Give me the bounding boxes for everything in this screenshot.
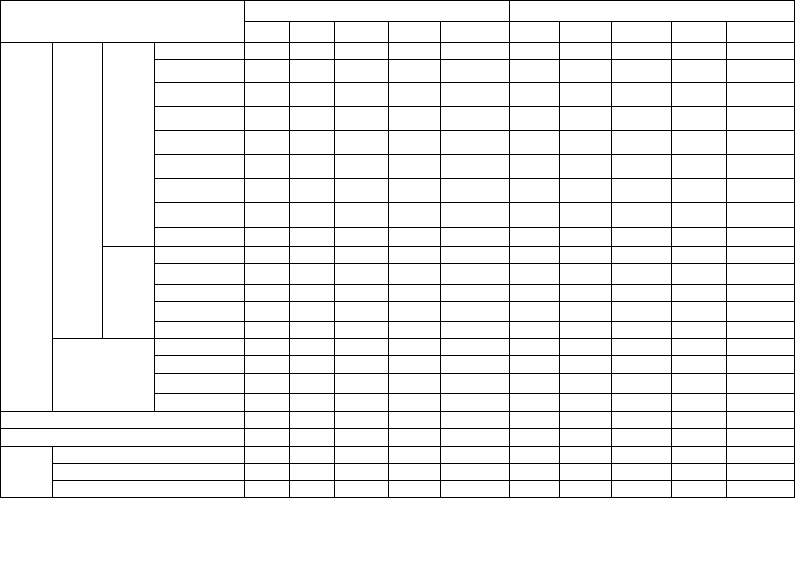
sales-value-cell	[335, 247, 389, 264]
sales-value-cell	[389, 429, 441, 447]
sales-value-cell	[245, 322, 290, 339]
production-value-cell	[560, 339, 612, 356]
commercial-vehicle-group	[53, 43, 103, 339]
sales-header	[245, 1, 510, 22]
sales-value-cell	[335, 429, 389, 447]
production-value-cell	[510, 203, 560, 228]
sales-value-cell	[290, 481, 335, 498]
sales-value-cell	[441, 339, 510, 356]
sales-value-cell	[335, 412, 389, 429]
production-value-cell	[612, 322, 672, 339]
production-value-cell	[560, 228, 612, 247]
sales-value-cell	[245, 356, 290, 374]
sales-value-cell	[290, 247, 335, 264]
production-value-cell	[560, 356, 612, 374]
row-label	[155, 83, 245, 107]
production-value-cell	[612, 228, 672, 247]
production-value-cell	[612, 131, 672, 155]
production-value-cell	[727, 60, 795, 83]
production-value-cell	[560, 302, 612, 322]
sales-value-cell	[245, 264, 290, 285]
sales-value-cell	[335, 447, 389, 464]
production-value-cell	[612, 107, 672, 131]
sales-value-cell	[290, 83, 335, 107]
production-value-cell	[560, 203, 612, 228]
sales-value-cell	[389, 481, 441, 498]
sales-value-cell	[389, 285, 441, 302]
production-value-cell	[672, 447, 727, 464]
production-value-cell	[727, 481, 795, 498]
sales-value-cell	[441, 394, 510, 412]
sales-value-cell	[441, 447, 510, 464]
production-value-cell	[510, 285, 560, 302]
row-label	[155, 60, 245, 83]
sales-value-cell	[290, 302, 335, 322]
sales-value-cell	[441, 155, 510, 179]
sales-col-header	[335, 22, 389, 43]
row-label	[155, 339, 245, 356]
production-value-cell	[510, 394, 560, 412]
production-value-cell	[612, 429, 672, 447]
sales-value-cell	[245, 374, 290, 394]
production-value-cell	[612, 83, 672, 107]
production-value-cell	[727, 155, 795, 179]
sales-value-cell	[441, 412, 510, 429]
production-value-cell	[560, 447, 612, 464]
sales-value-cell	[335, 302, 389, 322]
passenger-car-group	[53, 339, 155, 412]
table-row	[1, 412, 795, 429]
row-label	[155, 107, 245, 131]
production-value-cell	[727, 447, 795, 464]
production-value-cell	[612, 155, 672, 179]
production-value-cell	[672, 412, 727, 429]
sales-value-cell	[290, 43, 335, 60]
production-value-cell	[510, 247, 560, 264]
sales-value-cell	[290, 203, 335, 228]
sales-value-cell	[245, 394, 290, 412]
sales-value-cell	[441, 107, 510, 131]
sales-value-cell	[389, 83, 441, 107]
sales-value-cell	[389, 356, 441, 374]
row-label	[155, 356, 245, 374]
production-value-cell	[727, 264, 795, 285]
sales-value-cell	[389, 412, 441, 429]
production-value-cell	[510, 60, 560, 83]
sales-value-cell	[441, 322, 510, 339]
production-value-cell	[510, 131, 560, 155]
sales-value-cell	[441, 131, 510, 155]
production-value-cell	[612, 356, 672, 374]
table-row	[1, 43, 795, 60]
production-value-cell	[612, 179, 672, 203]
sales-value-cell	[290, 322, 335, 339]
production-value-cell	[727, 374, 795, 394]
sales-value-cell	[245, 60, 290, 83]
production-value-cell	[560, 247, 612, 264]
sales-value-cell	[335, 228, 389, 247]
row-label	[53, 447, 245, 464]
production-value-cell	[510, 374, 560, 394]
sales-value-cell	[441, 43, 510, 60]
sales-value-cell	[389, 339, 441, 356]
production-value-cell	[510, 481, 560, 498]
production-value-cell	[612, 43, 672, 60]
production-value-cell	[727, 285, 795, 302]
sales-value-cell	[335, 464, 389, 481]
sales-value-cell	[290, 339, 335, 356]
sales-value-cell	[245, 285, 290, 302]
production-value-cell	[560, 43, 612, 60]
sales-value-cell	[441, 83, 510, 107]
production-value-cell	[612, 412, 672, 429]
production-value-cell	[560, 131, 612, 155]
production-value-cell	[672, 107, 727, 131]
row-label	[155, 155, 245, 179]
production-value-cell	[612, 60, 672, 83]
production-value-cell	[612, 203, 672, 228]
production-value-cell	[727, 302, 795, 322]
production-value-cell	[612, 302, 672, 322]
table-row	[1, 481, 795, 498]
sales-value-cell	[335, 179, 389, 203]
sales-value-cell	[335, 107, 389, 131]
sales-value-cell	[245, 481, 290, 498]
production-value-cell	[672, 43, 727, 60]
production-value-cell	[672, 322, 727, 339]
sales-value-cell	[335, 322, 389, 339]
row-label	[155, 302, 245, 322]
row-label	[155, 203, 245, 228]
sales-col-header	[441, 22, 510, 43]
production-value-cell	[727, 464, 795, 481]
production-col-header	[727, 22, 795, 43]
sales-value-cell	[389, 302, 441, 322]
sales-value-cell	[389, 247, 441, 264]
sales-value-cell	[290, 447, 335, 464]
sales-col-header	[245, 22, 290, 43]
sales-value-cell	[335, 481, 389, 498]
production-value-cell	[672, 60, 727, 83]
sales-value-cell	[290, 60, 335, 83]
sales-value-cell	[441, 356, 510, 374]
sales-value-cell	[245, 247, 290, 264]
production-value-cell	[727, 356, 795, 374]
sales-value-cell	[441, 285, 510, 302]
production-value-cell	[612, 264, 672, 285]
production-value-cell	[672, 247, 727, 264]
production-value-cell	[672, 429, 727, 447]
sales-value-cell	[335, 203, 389, 228]
production-value-cell	[727, 83, 795, 107]
sales-value-cell	[389, 107, 441, 131]
sales-value-cell	[441, 203, 510, 228]
row-label	[155, 394, 245, 412]
table-row	[1, 464, 795, 481]
new-energy-label	[1, 429, 245, 447]
production-value-cell	[672, 356, 727, 374]
sales-value-cell	[389, 228, 441, 247]
production-value-cell	[560, 412, 612, 429]
production-value-cell	[560, 394, 612, 412]
sales-value-cell	[245, 429, 290, 447]
production-value-cell	[672, 155, 727, 179]
production-value-cell	[672, 481, 727, 498]
production-value-cell	[510, 179, 560, 203]
sales-value-cell	[441, 228, 510, 247]
production-value-cell	[560, 83, 612, 107]
production-value-cell	[560, 60, 612, 83]
production-value-cell	[510, 228, 560, 247]
sales-value-cell	[290, 179, 335, 203]
sales-value-cell	[441, 264, 510, 285]
table-row	[1, 247, 795, 264]
row-label	[155, 179, 245, 203]
production-value-cell	[727, 107, 795, 131]
production-value-cell	[510, 155, 560, 179]
production-value-cell	[510, 107, 560, 131]
sales-value-cell	[441, 429, 510, 447]
row-label	[155, 247, 245, 264]
production-value-cell	[510, 322, 560, 339]
sales-value-cell	[290, 412, 335, 429]
production-value-cell	[612, 285, 672, 302]
sales-value-cell	[335, 285, 389, 302]
production-value-cell	[510, 429, 560, 447]
table-body	[1, 1, 795, 498]
row-label	[53, 464, 245, 481]
truck-group	[103, 43, 155, 247]
sales-value-cell	[290, 356, 335, 374]
sales-value-cell	[245, 131, 290, 155]
sales-value-cell	[290, 155, 335, 179]
sales-value-cell	[290, 374, 335, 394]
sales-col-header	[290, 22, 335, 43]
production-value-cell	[672, 285, 727, 302]
sales-value-cell	[290, 285, 335, 302]
production-value-cell	[560, 179, 612, 203]
row-label	[155, 374, 245, 394]
production-col-header	[612, 22, 672, 43]
production-value-cell	[510, 447, 560, 464]
sales-value-cell	[389, 447, 441, 464]
production-col-header	[510, 22, 560, 43]
sales-value-cell	[335, 43, 389, 60]
bus-group	[103, 247, 155, 339]
sales-value-cell	[389, 203, 441, 228]
production-value-cell	[672, 228, 727, 247]
production-col-header	[560, 22, 612, 43]
production-value-cell	[510, 264, 560, 285]
table-row	[1, 339, 795, 356]
production-value-cell	[612, 339, 672, 356]
table-row	[1, 429, 795, 447]
production-value-cell	[672, 464, 727, 481]
sales-value-cell	[389, 131, 441, 155]
production-value-cell	[672, 264, 727, 285]
sales-value-cell	[441, 60, 510, 83]
sales-value-cell	[290, 464, 335, 481]
sales-value-cell	[290, 107, 335, 131]
sales-value-cell	[245, 447, 290, 464]
production-value-cell	[560, 107, 612, 131]
sales-value-cell	[335, 155, 389, 179]
production-value-cell	[560, 374, 612, 394]
sales-value-cell	[245, 43, 290, 60]
sales-value-cell	[290, 264, 335, 285]
sales-value-cell	[290, 429, 335, 447]
row-label	[155, 322, 245, 339]
auto-products-group	[1, 43, 53, 412]
production-value-cell	[727, 394, 795, 412]
production-value-cell	[510, 356, 560, 374]
production-value-cell	[727, 179, 795, 203]
production-header	[510, 1, 795, 22]
production-value-cell	[672, 203, 727, 228]
sales-value-cell	[389, 264, 441, 285]
production-value-cell	[612, 394, 672, 412]
production-value-cell	[510, 83, 560, 107]
production-value-cell	[612, 247, 672, 264]
production-value-cell	[727, 429, 795, 447]
production-value-cell	[560, 322, 612, 339]
production-value-cell	[727, 43, 795, 60]
product-type-header	[1, 1, 245, 43]
production-value-cell	[560, 481, 612, 498]
sales-value-cell	[389, 464, 441, 481]
production-col-header	[672, 22, 727, 43]
production-value-cell	[560, 285, 612, 302]
production-value-cell	[672, 131, 727, 155]
sales-value-cell	[441, 179, 510, 203]
auto-total-label	[1, 412, 245, 429]
engine-products-group	[1, 447, 53, 498]
production-value-cell	[672, 394, 727, 412]
sales-col-header	[389, 22, 441, 43]
production-value-cell	[727, 322, 795, 339]
sales-value-cell	[290, 228, 335, 247]
sales-value-cell	[245, 228, 290, 247]
production-value-cell	[560, 429, 612, 447]
sales-value-cell	[441, 374, 510, 394]
sales-value-cell	[245, 464, 290, 481]
table-row	[1, 447, 795, 464]
production-value-cell	[510, 464, 560, 481]
production-value-cell	[727, 203, 795, 228]
sales-value-cell	[245, 302, 290, 322]
production-value-cell	[560, 155, 612, 179]
sales-value-cell	[245, 107, 290, 131]
row-label	[155, 285, 245, 302]
production-value-cell	[560, 264, 612, 285]
production-value-cell	[612, 447, 672, 464]
sales-value-cell	[245, 155, 290, 179]
production-value-cell	[727, 339, 795, 356]
production-value-cell	[510, 412, 560, 429]
sales-value-cell	[290, 131, 335, 155]
sales-value-cell	[335, 264, 389, 285]
sales-value-cell	[245, 179, 290, 203]
sales-value-cell	[389, 179, 441, 203]
sales-value-cell	[389, 43, 441, 60]
sales-value-cell	[441, 481, 510, 498]
row-label	[155, 228, 245, 247]
sales-value-cell	[389, 155, 441, 179]
production-value-cell	[672, 179, 727, 203]
production-value-cell	[672, 339, 727, 356]
production-value-cell	[672, 374, 727, 394]
sales-value-cell	[335, 394, 389, 412]
production-value-cell	[510, 302, 560, 322]
sales-value-cell	[441, 247, 510, 264]
production-value-cell	[672, 83, 727, 107]
sales-value-cell	[290, 394, 335, 412]
production-value-cell	[727, 131, 795, 155]
row-label	[155, 264, 245, 285]
production-value-cell	[510, 339, 560, 356]
row-label	[155, 43, 245, 60]
sales-value-cell	[245, 339, 290, 356]
sales-value-cell	[441, 464, 510, 481]
sales-value-cell	[335, 131, 389, 155]
production-value-cell	[727, 228, 795, 247]
production-value-cell	[510, 43, 560, 60]
row-label	[155, 131, 245, 155]
sales-value-cell	[245, 412, 290, 429]
row-label	[53, 481, 245, 498]
sales-value-cell	[335, 339, 389, 356]
production-value-cell	[612, 464, 672, 481]
production-value-cell	[612, 374, 672, 394]
sales-value-cell	[245, 203, 290, 228]
sales-value-cell	[389, 60, 441, 83]
sales-value-cell	[335, 356, 389, 374]
sales-value-cell	[389, 374, 441, 394]
sales-value-cell	[389, 322, 441, 339]
production-value-cell	[672, 302, 727, 322]
sales-value-cell	[389, 394, 441, 412]
sales-value-cell	[245, 83, 290, 107]
sales-value-cell	[335, 374, 389, 394]
sales-value-cell	[335, 83, 389, 107]
sales-value-cell	[335, 60, 389, 83]
production-value-cell	[727, 247, 795, 264]
sales-value-cell	[441, 302, 510, 322]
production-value-cell	[560, 464, 612, 481]
production-value-cell	[612, 481, 672, 498]
production-value-cell	[727, 412, 795, 429]
